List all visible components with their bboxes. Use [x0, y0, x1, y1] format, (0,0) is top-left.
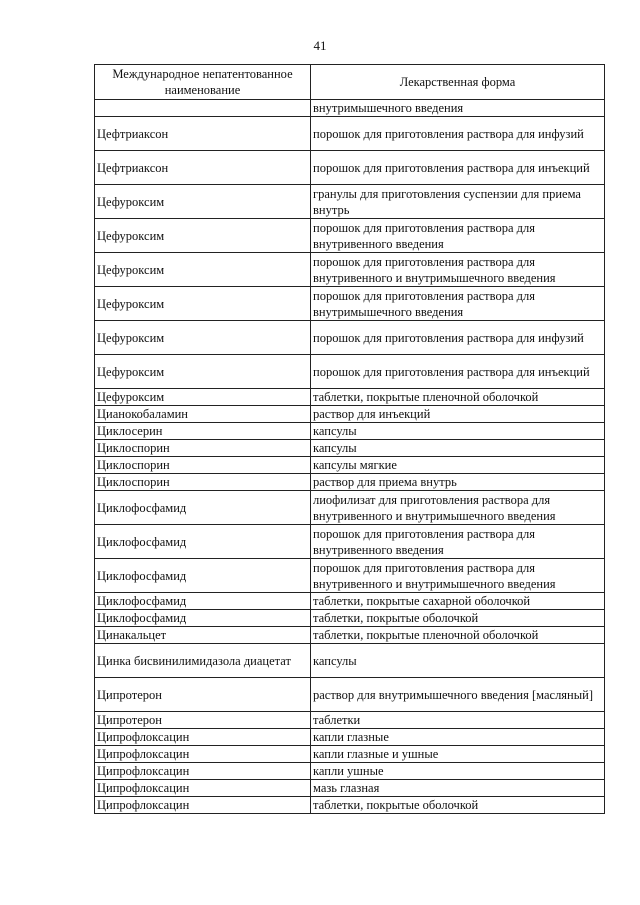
cell-form: таблетки, покрытые оболочкой	[311, 610, 605, 627]
table-row	[95, 151, 605, 185]
cell-form: таблетки, покрытые пленочной оболочкой	[311, 627, 605, 644]
table-row	[95, 627, 605, 644]
cell-form: порошок для приготовления раствора для инфузий	[311, 321, 605, 355]
table-row	[95, 610, 605, 627]
table-row	[95, 474, 605, 491]
cell-form: капсулы	[311, 440, 605, 457]
table-row	[95, 712, 605, 729]
cell-name: Ципрофлоксацин	[95, 729, 311, 746]
cell-form: порошок для приготовления раствора для внутривенного введения	[311, 525, 605, 559]
table-row	[95, 423, 605, 440]
table-row	[95, 797, 605, 814]
table-row	[95, 780, 605, 797]
table-row	[95, 457, 605, 474]
cell-name: Ципрофлоксацин	[95, 763, 311, 780]
table-header-row	[95, 65, 605, 100]
table-row	[95, 491, 605, 525]
cell-form: гранулы для приготовления суспензии для приема внутрь	[311, 185, 605, 219]
cell-form: лиофилизат для приготовления раствора для внутривенного и внутримышечного введения	[311, 491, 605, 525]
cell-name: Цианокобаламин	[95, 406, 311, 423]
cell-form: раствор для инъекций	[311, 406, 605, 423]
table-row	[95, 287, 605, 321]
cell-name: Цинка бисвинилимидазола диацетат	[95, 644, 311, 678]
cell-form: капли глазные и ушные	[311, 746, 605, 763]
cell-name: Цефуроксим	[95, 253, 311, 287]
cell-form: порошок для приготовления раствора для внутримышечного введения	[311, 287, 605, 321]
table-row	[95, 763, 605, 780]
cell-name: Цефтриаксон	[95, 151, 311, 185]
cell-name: Циклофосфамид	[95, 525, 311, 559]
cell-name: Цефуроксим	[95, 321, 311, 355]
cell-name: Цинакальцет	[95, 627, 311, 644]
header-inn: Международное непатентованное наименование	[95, 65, 311, 100]
table-row	[95, 219, 605, 253]
header-dosage-form: Лекарственная форма	[311, 65, 605, 100]
cell-form: порошок для приготовления раствора для инъекций	[311, 151, 605, 185]
table-row	[95, 253, 605, 287]
cell-name: Циклоспорин	[95, 440, 311, 457]
cell-form: капсулы мягкие	[311, 457, 605, 474]
cell-form: порошок для приготовления раствора для инъекций	[311, 355, 605, 389]
cell-name: Цефуроксим	[95, 355, 311, 389]
cell-name: Цефтриаксон	[95, 117, 311, 151]
table-row	[95, 117, 605, 151]
table-row	[95, 406, 605, 423]
table-row	[95, 321, 605, 355]
table-row	[95, 559, 605, 593]
table-row	[95, 678, 605, 712]
table-row	[95, 746, 605, 763]
cell-form: таблетки	[311, 712, 605, 729]
cell-name: Ципрофлоксацин	[95, 746, 311, 763]
cell-form: мазь глазная	[311, 780, 605, 797]
cell-name: Циклоспорин	[95, 457, 311, 474]
cell-form: порошок для приготовления раствора для внутривенного и внутримышечного введения	[311, 253, 605, 287]
cell-form: капсулы	[311, 423, 605, 440]
drug-table	[94, 64, 605, 814]
table-row	[95, 185, 605, 219]
cell-form: капли ушные	[311, 763, 605, 780]
cell-name: Ципрофлоксацин	[95, 797, 311, 814]
cell-form: раствор для внутримышечного введения [масляный]	[311, 678, 605, 712]
table-row	[95, 389, 605, 406]
table-row	[95, 593, 605, 610]
cell-name: Циклофосфамид	[95, 610, 311, 627]
cell-form: порошок для приготовления раствора для инфузий	[311, 117, 605, 151]
table-row	[95, 729, 605, 746]
cell-name: Ципротерон	[95, 678, 311, 712]
cell-name: Цефуроксим	[95, 389, 311, 406]
table-row	[95, 525, 605, 559]
cell-name: Циклоспорин	[95, 474, 311, 491]
cell-form: капли глазные	[311, 729, 605, 746]
cell-form: капсулы	[311, 644, 605, 678]
cell-form: таблетки, покрытые пленочной оболочкой	[311, 389, 605, 406]
cell-name: Цефуроксим	[95, 287, 311, 321]
cell-name: Циклофосфамид	[95, 491, 311, 525]
cell-name: Циклофосфамид	[95, 593, 311, 610]
table-row	[95, 100, 605, 117]
cell-name: Циклофосфамид	[95, 559, 311, 593]
cell-name: Циклосерин	[95, 423, 311, 440]
cell-name: Ципротерон	[95, 712, 311, 729]
cell-name	[95, 100, 311, 117]
cell-form: порошок для приготовления раствора для внутривенного и внутримышечного введения	[311, 559, 605, 593]
page-number: 41	[313, 38, 327, 53]
cell-form: раствор для приема внутрь	[311, 474, 605, 491]
cell-form: порошок для приготовления раствора для внутривенного введения	[311, 219, 605, 253]
table-row	[95, 644, 605, 678]
cell-name: Цефуроксим	[95, 219, 311, 253]
cell-form: внутримышечного введения	[311, 100, 605, 117]
cell-form: таблетки, покрытые оболочкой	[311, 797, 605, 814]
table-row	[95, 355, 605, 389]
cell-form: таблетки, покрытые сахарной оболочкой	[311, 593, 605, 610]
cell-name: Цефуроксим	[95, 185, 311, 219]
table-row	[95, 440, 605, 457]
cell-name: Ципрофлоксацин	[95, 780, 311, 797]
